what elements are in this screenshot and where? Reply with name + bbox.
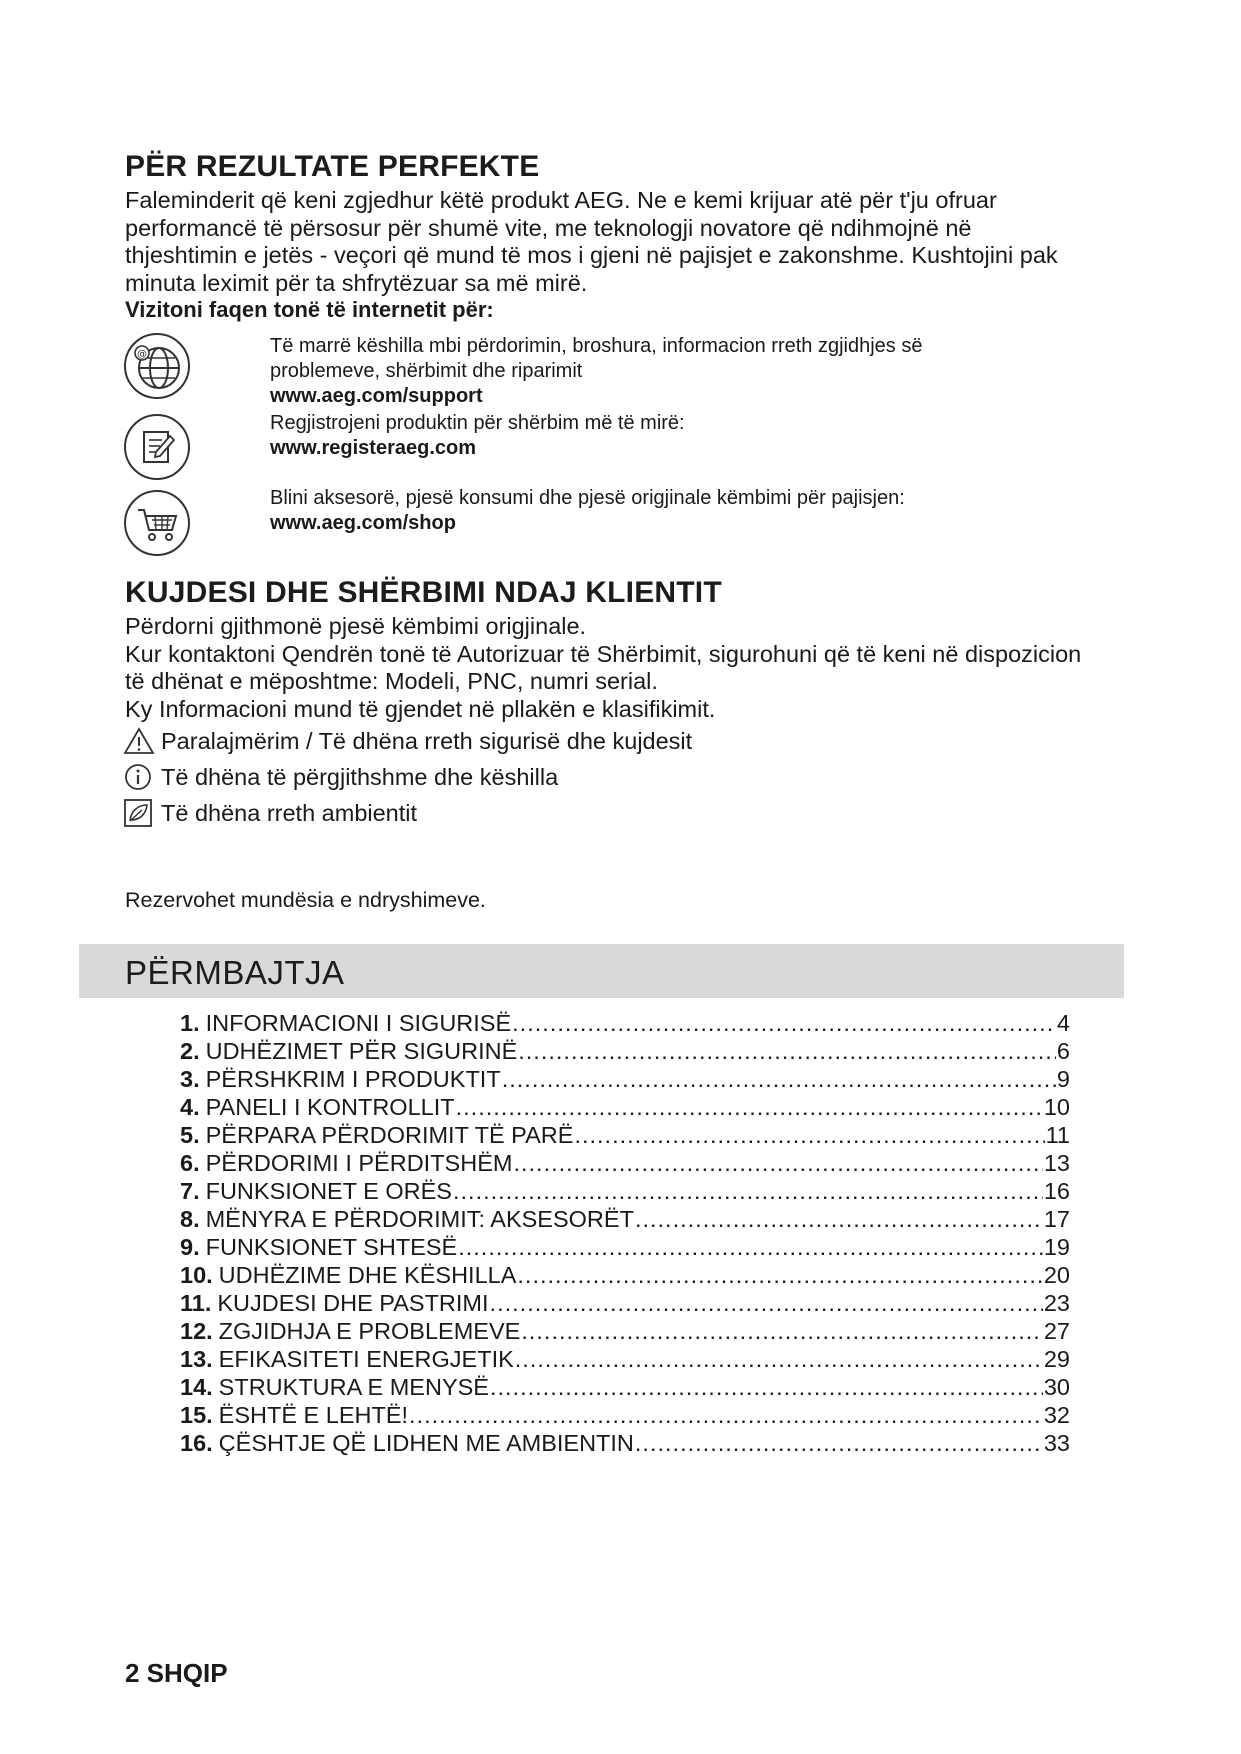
toc-entry-number: 7. (180, 1178, 200, 1204)
toc-entry-number: 4. (180, 1094, 200, 1120)
toc-entry-page: 27 (1043, 1318, 1070, 1344)
support-link[interactable]: www.aeg.com/support (270, 385, 483, 407)
toc-dot-leader (521, 1318, 1043, 1345)
toc-entry-label: EFIKASITETI ENERGJETIK (218, 1346, 514, 1372)
toc-dot-leader (515, 1346, 1043, 1373)
intro-paragraph: Faleminderit që keni zgjedhur këtë produkt AEG. Ne e kemi krijuar atë për t'ju ofruar performancë të përsosur për shumë vite, me teknologji novatore që ndihmojnë në thjeshtimin e jetës - veçori që mund të mos i gjeni në pajisjet e zakonshme. Kushtojini pak minuta leximit për ta shfrytëzuar sa më mirë. (125, 187, 1058, 296)
warning-icon (123, 726, 155, 756)
page-footer: 2 SHQIP (125, 1658, 228, 1688)
register-icon (122, 412, 192, 482)
toc-entry-label: INFORMACIONI I SIGURISË (205, 1010, 512, 1036)
toc-entry[interactable] (180, 1066, 1070, 1094)
visit-website-line: Vizitoni faqen tonë të internetit për: (125, 297, 494, 322)
toc-entry-label: ZGJIDHJA E PROBLEMEVE (218, 1318, 521, 1344)
toc-entry-number: 9. (180, 1234, 200, 1260)
toc-dot-leader (502, 1066, 1056, 1093)
toc-entry[interactable] (180, 1402, 1070, 1430)
section-title-customer-care: KUJDESI DHE SHËRBIMI NDAJ KLIENTIT (125, 576, 722, 609)
toc-entry[interactable] (180, 1150, 1070, 1178)
toc-entry-page: 29 (1043, 1346, 1070, 1372)
toc-entry-number: 3. (180, 1066, 200, 1092)
legend-warning: Paralajmërim / Të dhëna rreth sigurisë dhe kujdesit (123, 726, 692, 756)
toc-dot-leader (517, 1262, 1042, 1289)
toc-entry[interactable] (180, 1430, 1070, 1458)
toc-entry-page: 32 (1043, 1402, 1070, 1428)
toc-entry-number: 15. (180, 1402, 213, 1428)
legend-environment: Të dhëna rreth ambientit (123, 798, 417, 828)
toc-entry[interactable] (180, 1346, 1070, 1374)
info-icon (123, 762, 155, 792)
toc-entry-page: 13 (1043, 1150, 1070, 1176)
toc-dot-leader (513, 1150, 1042, 1177)
toc-dot-leader (518, 1038, 1056, 1065)
toc-entry-label: FUNKSIONET E ORËS (205, 1178, 452, 1204)
cart-icon (122, 488, 192, 558)
toc-entry-number: 2. (180, 1038, 200, 1064)
svg-text:@: @ (137, 349, 147, 360)
toc-entry[interactable] (180, 1178, 1070, 1206)
toc-entry-label: FUNKSIONET SHTESË (205, 1234, 458, 1260)
toc-dot-leader (574, 1122, 1044, 1149)
toc-entry-number: 13. (180, 1346, 213, 1372)
toc-entry[interactable] (180, 1374, 1070, 1402)
toc-dot-leader (409, 1402, 1043, 1429)
section-title-perfect-results: PËR REZULTATE PERFEKTE (125, 150, 540, 183)
shop-info: Blini aksesorë, pjesë konsumi dhe pjesë origjinale këmbimi për pajisjen: www.aeg.com/shop (270, 486, 1030, 536)
toc-entry-number: 11. (180, 1290, 212, 1316)
toc-entry-label: PANELI I KONTROLLIT (205, 1094, 455, 1120)
table-of-contents (180, 1010, 1070, 1458)
toc-entry-number: 14. (180, 1374, 213, 1400)
globe-icon (122, 331, 192, 401)
customer-care-paragraph: Përdorni gjithmonë pjesë këmbimi origjinale. Kur kontaktoni Qendrën tonë të Autorizuar të Shërbimit, sigurohuni që të keni në dispozicion të dhënat e mëposhtme: Modeli, PNC, numri serial. Ky Informacioni mund të gjendet në pllakën e klasifikimit. (125, 613, 1082, 722)
register-info: Regjistrojeni produktin për shërbim më të mirë: www.registeraeg.com (270, 411, 1030, 461)
toc-entry[interactable] (180, 1038, 1070, 1066)
toc-entry-page: 20 (1043, 1262, 1070, 1288)
toc-entry-page: 6 (1056, 1038, 1070, 1064)
toc-title: PËRMBAJTJA (125, 954, 345, 991)
toc-dot-leader (456, 1094, 1043, 1121)
toc-entry-label: STRUKTURA E MENYSË (218, 1374, 489, 1400)
toc-entry[interactable] (180, 1234, 1070, 1262)
toc-entry-number: 12. (180, 1318, 213, 1344)
toc-entry-number: 6. (180, 1150, 200, 1176)
toc-entry-number: 16. (180, 1430, 213, 1456)
toc-entry-page: 4 (1056, 1010, 1070, 1036)
toc-entry-label: PËRDORIMI I PËRDITSHËM (205, 1150, 513, 1176)
toc-entry[interactable] (180, 1122, 1070, 1150)
toc-entry-page: 10 (1043, 1094, 1070, 1120)
register-link[interactable]: www.registeraeg.com (270, 437, 476, 459)
toc-entry-page: 17 (1043, 1206, 1070, 1232)
toc-entry-page: 16 (1043, 1178, 1070, 1204)
toc-entry[interactable] (180, 1290, 1070, 1318)
shop-link[interactable]: www.aeg.com/shop (270, 512, 456, 534)
toc-entry-label: ËSHTË E LEHTË! (218, 1402, 409, 1428)
toc-entry-page: 11 (1045, 1122, 1070, 1148)
toc-entry-number: 10. (180, 1262, 213, 1288)
toc-entry-number: 8. (180, 1206, 200, 1232)
toc-entry-number: 5. (180, 1122, 200, 1148)
legend-info: Të dhëna të përgjithshme dhe këshilla (123, 762, 558, 792)
leaf-icon (123, 798, 155, 828)
toc-entry-page: 33 (1043, 1430, 1070, 1456)
toc-entry-page: 19 (1043, 1234, 1070, 1260)
toc-dot-leader (490, 1374, 1043, 1401)
toc-entry-number: 1. (180, 1010, 200, 1036)
toc-dot-leader (635, 1206, 1043, 1233)
toc-dot-leader (490, 1290, 1043, 1317)
toc-entry-page: 23 (1043, 1290, 1070, 1316)
toc-entry[interactable] (180, 1206, 1070, 1234)
toc-entry-label: UDHËZIME DHE KËSHILLA (218, 1262, 517, 1288)
toc-entry[interactable] (180, 1010, 1070, 1038)
toc-entry-label: MËNYRA E PËRDORIMIT: AKSESORËT (205, 1206, 634, 1232)
toc-entry[interactable] (180, 1318, 1070, 1346)
toc-entry-label: PËRPARA PËRDORIMIT TË PARË (205, 1122, 574, 1148)
toc-entry[interactable] (180, 1262, 1070, 1290)
toc-entry-label: ÇËSHTJE QË LIDHEN ME AMBIENTIN (218, 1430, 634, 1456)
toc-entry-label: PËRSHKRIM I PRODUKTIT (205, 1066, 501, 1092)
toc-dot-leader (512, 1010, 1056, 1037)
toc-dot-leader (453, 1178, 1043, 1205)
toc-entry-label: KUJDESI DHE PASTRIMI (217, 1290, 489, 1316)
toc-dot-leader (635, 1430, 1043, 1457)
toc-entry[interactable] (180, 1094, 1070, 1122)
toc-dot-leader (458, 1234, 1043, 1261)
toc-entry-page: 30 (1043, 1374, 1070, 1400)
toc-entry-label: UDHËZIMET PËR SIGURINË (205, 1038, 518, 1064)
reservation-note: Rezervohet mundësia e ndryshimeve. (125, 888, 486, 912)
toc-entry-page: 9 (1056, 1066, 1070, 1092)
support-info: Të marrë këshilla mbi përdorimin, broshura, informacion rreth zgjidhjes së problemeve, shërbimit dhe riparimit www.aeg.com/support (270, 334, 1030, 409)
